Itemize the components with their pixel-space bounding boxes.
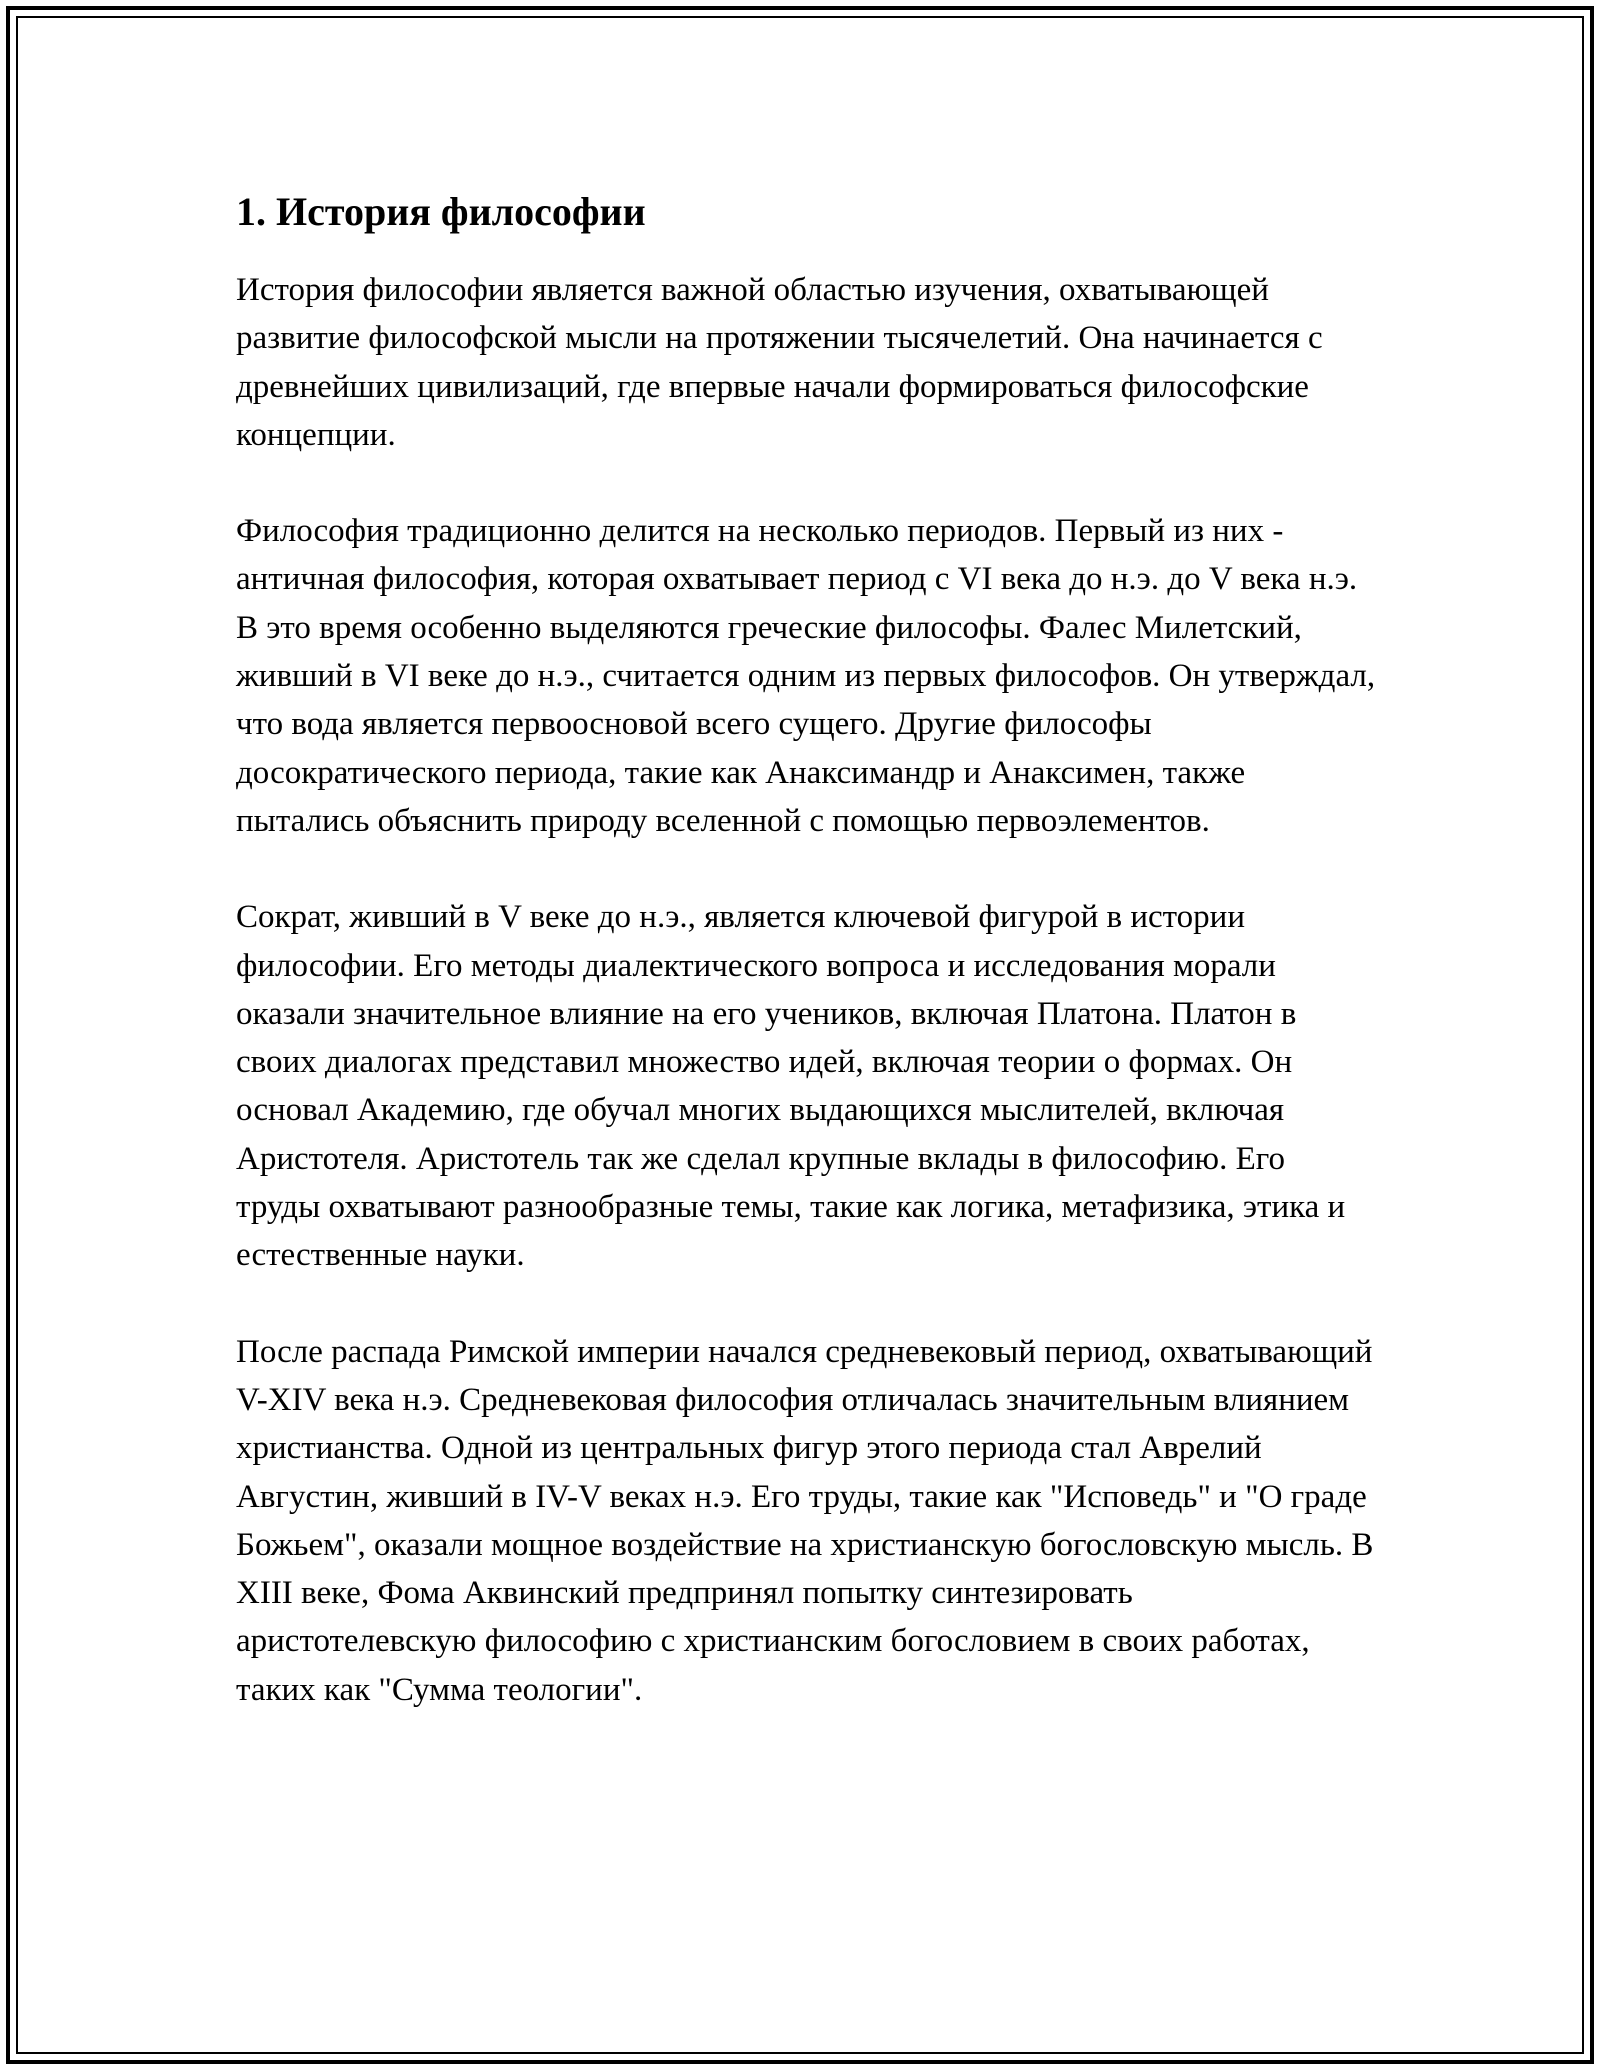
section-heading: 1. История философии bbox=[236, 189, 646, 234]
paragraph-intro: История философии является важной областью изучения, охватывающей развитие философской мысли на протяжении тысячелетий. Она начинается с древнейших цивилизаций, где впервые начали формироваться философские концепции. bbox=[236, 272, 1323, 453]
paragraph-socrates: Сократ, живший в V веке до н.э., является ключевой фигурой в истории философии. Его методы диалектического вопроса и исследования морали оказали значительное влияние на его учеников, включая Платона. Платон в своих диалогах представил множество идей, включая теории о формах. Он основал Академию, где обучал многих выдающихся мыслителей, включая Аристотеля. Аристотель так же сделал крупные вклады в философию. Его труды охватывают разнообразные темы, такие как логика, метафизика, этика и естественные науки. bbox=[236, 899, 1346, 1274]
paragraph-medieval: После распада Римской империи начался средневековый период, охватывающий V-XIV века н.э. Средневековая философия отличалась значительным влиянием христианства. Одной из центральных фигур этого периода стал Аврелий Августин, живший в IV-V веках н.э. Его труды, такие как "Исповедь" и "О граде Божьем", оказали мощное воздействие на христианскую богословскую мысль. В XIII веке, Фома Аквинский предпринял попытку синтезировать аристотелевскую философию с христианским богословием в своих работах, таких как "Сумма теологии". bbox=[236, 1333, 1374, 1708]
document-body bbox=[236, 186, 1376, 1762]
paragraph-antiquity: Философия традиционно делится на несколько периодов. Первый из них - античная философия, которая охватывает период с VI века до н.э. до V века н.э. В это время особенно выделяются греческие философы. Фалес Милетский, живший в VI веке до н.э., считается одним из первых философов. Он утверждал, что вода является первоосновой всего сущего. Другие философы досократического периода, такие как Анаксимандр и Анаксимен, также пытались объяснить природу вселенной с помощью первоэлементов. bbox=[236, 513, 1376, 839]
